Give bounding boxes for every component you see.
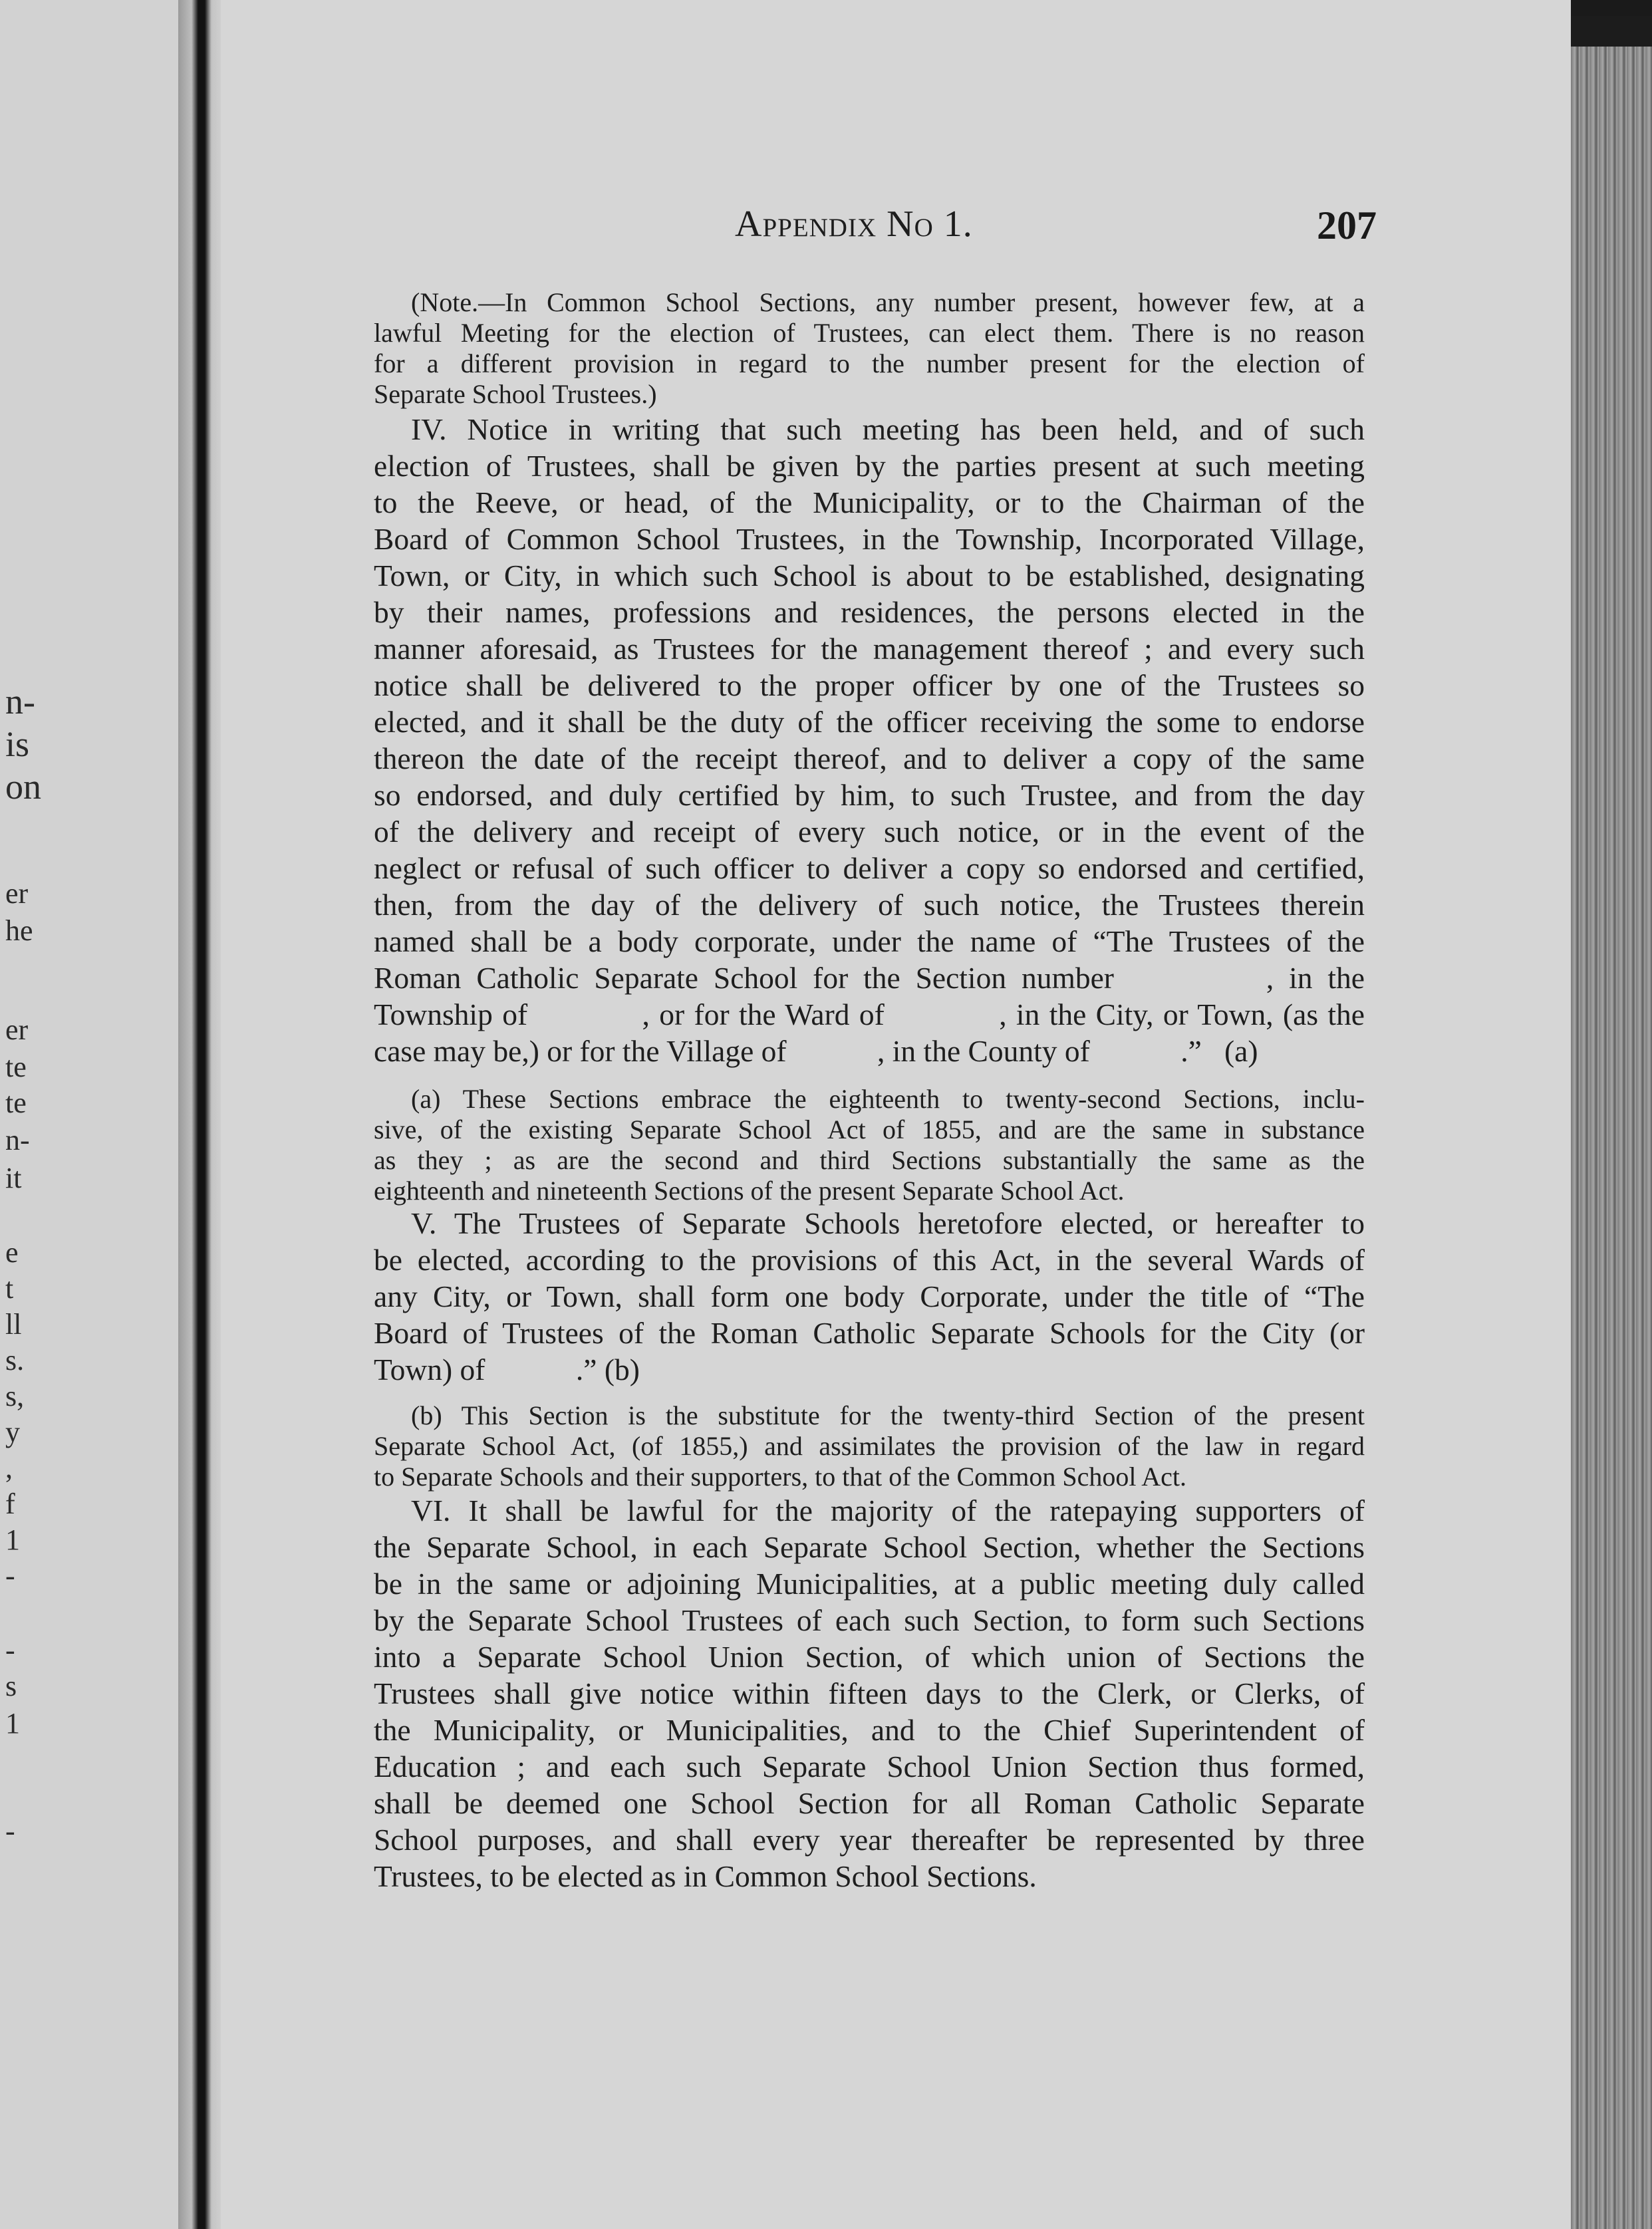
section-iv-line: by their names, professions and residences, the persons elected in the — [374, 595, 1365, 629]
section-iv-line: neglect or refusal of such officer to deliver a copy so endorsed and certified, — [374, 851, 1365, 885]
facing-page-fragment: s. — [5, 1344, 25, 1377]
section-vi-line: Trustees shall give notice within fifteen days to the Clerk, or Clerks, of — [374, 1676, 1365, 1710]
section-vi-line: VI. It shall be lawful for the majority of the ratepaying supporters of — [411, 1494, 1365, 1527]
footnote-a-line: sive, of the existing Separate School Act of 1855, and are the same in substance — [374, 1114, 1365, 1144]
facing-page-fragment: it — [5, 1162, 22, 1194]
facing-page-fragment: - — [5, 1815, 15, 1847]
section-vi-line: be in the same or adjoining Municipalities, at a public meeting duly called — [374, 1567, 1365, 1601]
section-v-line: Board of Trustees of the Roman Catholic Separate Schools for the City (or — [374, 1316, 1365, 1350]
facing-page-fragment: n- — [5, 682, 35, 721]
section-v-line: Town) of .” (b) — [374, 1353, 640, 1386]
section-v — [374, 1205, 1365, 1388]
section-iv-line: Roman Catholic Separate School for the Section number , in the — [374, 961, 1365, 995]
facing-page-fragment: e — [5, 1236, 19, 1269]
facing-page-fragment: er — [5, 877, 29, 910]
section-iv-line: to the Reeve, or head, of the Municipality, or to the Chairman of the — [374, 485, 1365, 519]
facing-page-fragment: n- — [5, 1124, 30, 1156]
section-vi — [374, 1492, 1365, 1895]
running-head — [735, 203, 973, 245]
section-iv-line: Township of , or for the Ward of , in the City, or Town, (as the — [374, 997, 1365, 1031]
facing-page-fragment: he — [5, 914, 33, 947]
book-gutter — [178, 0, 221, 2229]
section-iv-line: of the delivery and receipt of every such notice, or in the event of the — [374, 815, 1365, 849]
section-iv-line: thereon the date of the receipt thereof, and to deliver a copy of the same — [374, 741, 1365, 775]
section-vi-line: the Separate School, in each Separate School Section, whether the Sections — [374, 1530, 1365, 1564]
footnote-b-line: Separate School Act, (of 1855,) and assimilates the provision of the law in regard — [374, 1431, 1365, 1461]
page-number: 207 — [1317, 203, 1377, 247]
section-vi-line: Trustees, to be elected as in Common School Sections. — [374, 1859, 1037, 1893]
section-iv-line: manner aforesaid, as Trustees for the management thereof ; and every such — [374, 632, 1365, 666]
section-vi-line: Education ; and each such Separate School Union Section thus formed, — [374, 1750, 1365, 1783]
footnote-b-line: (b) This Section is the substitute for the twenty-third Section of the present — [411, 1400, 1365, 1430]
footnote-a-line: eighteenth and nineteenth Sections of the present Separate School Act. — [374, 1176, 1125, 1206]
section-iv-line: elected, and it shall be the duty of the officer receiving the some to endorse — [374, 705, 1365, 739]
note-line: for a different provision in regard to the number present for the election of — [374, 348, 1365, 378]
facing-page-fragment: 1 — [5, 1523, 20, 1556]
footnote-a-line: as they ; as are the second and third Sections substantially the same as the — [374, 1145, 1365, 1175]
facing-page-fragment: is — [5, 724, 30, 764]
note-line: lawful Meeting for the election of Trustees, can elect them. There is no reason — [374, 318, 1365, 348]
facing-page-fragment: ll — [5, 1308, 22, 1341]
facing-page-fragment: f — [5, 1488, 15, 1520]
facing-page-fragment: 1 — [5, 1707, 20, 1740]
section-iv-line: notice shall be delivered to the proper officer by one of the Trustees so — [374, 668, 1365, 702]
section-iv-line: IV. Notice in writing that such meeting has been held, and of such — [411, 412, 1365, 446]
facing-page-fragment: te — [5, 1051, 27, 1083]
facing-page-fragment: s, — [5, 1380, 25, 1412]
section-iv-line: named shall be a body corporate, under the name of “The Trustees of the — [374, 924, 1365, 958]
section-iv-line: Town, or City, in which such School is about to be established, designating — [374, 559, 1365, 592]
note-line: (Note.—In Common School Sections, any number present, however few, at a — [411, 287, 1365, 317]
note-line: Separate School Trustees.) — [374, 379, 657, 409]
footnote-b — [374, 1400, 1365, 1492]
note-paragraph — [374, 287, 1365, 410]
facing-page-fragment: - — [5, 1634, 15, 1666]
section-iv-line: then, from the day of the delivery of such notice, the Trustees therein — [374, 888, 1365, 922]
facing-page-fragment: y — [5, 1416, 20, 1448]
section-vi-line: shall be deemed one School Section for all Roman Catholic Separate — [374, 1786, 1365, 1820]
facing-page-fragment: on — [5, 767, 41, 807]
footnote-a-line: (a) These Sections embrace the eighteenth to twenty-second Sections, inclu- — [411, 1084, 1365, 1114]
section-vi-line: School purposes, and shall every year thereafter be represented by three — [374, 1823, 1365, 1857]
section-vi-line: into a Separate School Union Section, of which union of Sections the — [374, 1640, 1365, 1674]
facing-page-fragment: - — [5, 1559, 15, 1592]
facing-page-fragment: t — [5, 1272, 14, 1305]
section-v-line: any City, or Town, shall form one body Corporate, under the title of “The — [374, 1279, 1365, 1313]
section-iv-line: case may be,) or for the Village of , in the County of .” (a) — [374, 1034, 1258, 1068]
section-v-line: V. The Trustees of Separate Schools heretofore elected, or hereafter to — [411, 1206, 1365, 1240]
footnote-b-line: to Separate Schools and their supporters, to that of the Common School Act. — [374, 1462, 1187, 1492]
page-stack-edge — [1571, 47, 1652, 2229]
facing-page-fragment: er — [5, 1013, 29, 1046]
section-iv-line: election of Trustees, shall be given by the parties present at such meeting — [374, 449, 1365, 483]
section-vi-line: by the Separate School Trustees of each such Section, to form such Sections — [374, 1603, 1365, 1637]
facing-page-fragment: te — [5, 1087, 27, 1119]
section-iv-line: Board of Common School Trustees, in the Township, Incorporated Village, — [374, 522, 1365, 556]
section-iv — [374, 411, 1365, 1069]
section-vi-line: the Municipality, or Municipalities, and to the Chief Superintendent of — [374, 1713, 1365, 1747]
facing-page-fragment: s — [5, 1670, 17, 1702]
facing-page-edge — [0, 0, 178, 2229]
running-head-text: Appendix No 1. — [735, 203, 973, 245]
footnote-a — [374, 1084, 1365, 1206]
section-iv-line: so endorsed, and duly certified by him, to such Trustee, and from the day — [374, 778, 1365, 812]
facing-page-fragment: , — [5, 1452, 13, 1484]
section-v-line: be elected, according to the provisions of this Act, in the several Wards of — [374, 1243, 1365, 1277]
